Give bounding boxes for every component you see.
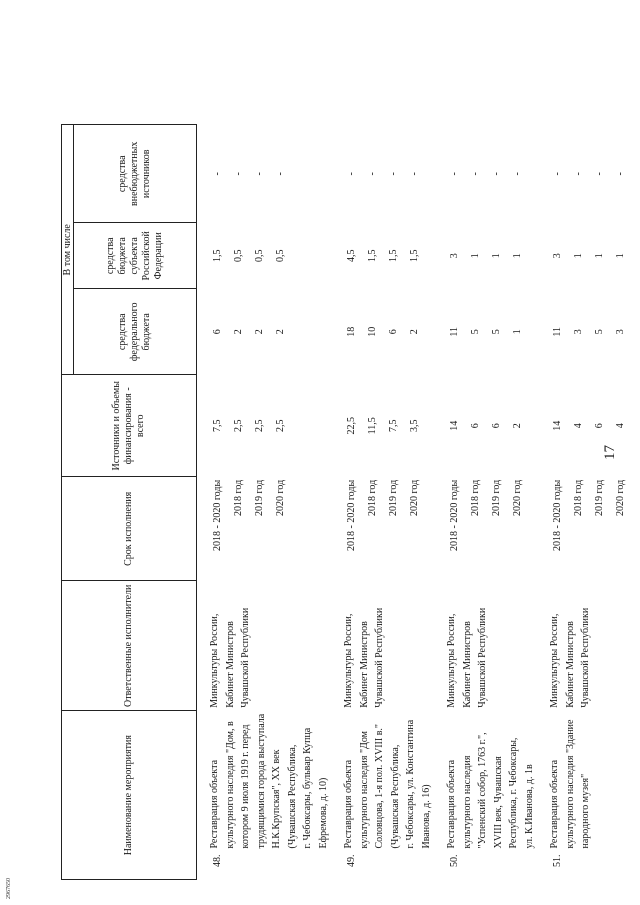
extrabudgetary-funds-line: - — [552, 172, 563, 176]
federal-budget-line: 3 — [573, 329, 584, 335]
federal-budget-line: 5 — [491, 329, 502, 335]
responsible-executors-line: Минкультуры России, — [209, 613, 220, 708]
execution-period-line: 2018 год — [470, 479, 481, 516]
financing-total-line: 2,5 — [275, 419, 286, 433]
activity-name-line: "Успенский собор, 1763 г.", — [477, 732, 488, 849]
header-including: В том числе — [62, 125, 74, 375]
financing-total-line: 3,5 — [409, 419, 420, 433]
table-row — [197, 125, 332, 880]
row-number: 51. — [552, 854, 563, 867]
regional-budget-line: 1 — [615, 253, 626, 259]
table-row — [434, 125, 537, 880]
financing-total-line: 22,5 — [346, 417, 357, 435]
activity-name-line: народного музея" — [580, 773, 591, 849]
financing-total-line: 2 — [512, 423, 523, 429]
execution-period-line: 2018 - 2020 годы — [212, 479, 223, 551]
row-number: 49. — [346, 854, 357, 867]
activity-name-line: культурного наследия "Дом, в — [224, 721, 236, 849]
activity-name-line: Реставрация объекта — [549, 759, 560, 849]
federal-budget — [331, 289, 434, 375]
execution-period-line: 2018 - 2020 годы — [346, 479, 357, 551]
federal-budget — [434, 289, 537, 375]
activity-name-line: котором 9 июля 1919 г. перед — [240, 724, 251, 849]
financing-total — [331, 375, 434, 477]
header-name: Наименование мероприятия — [62, 711, 197, 880]
financing-total-line: 4 — [573, 423, 584, 429]
execution-period-line: 2019 год — [254, 479, 265, 516]
responsible-executors — [434, 581, 537, 711]
responsible-executors-line: Кабинет Министров — [224, 621, 236, 708]
execution-period-line: 2019 год — [594, 479, 605, 516]
financing-total-line: 4 — [615, 423, 626, 429]
federal-budget-line: 10 — [367, 326, 378, 337]
extrabudgetary-funds-line: - — [615, 172, 626, 176]
row-number: 48. — [212, 854, 223, 867]
regional-budget-line: 1 — [470, 253, 481, 259]
federal-budget-line: 11 — [552, 326, 563, 337]
financing-total-line: 7,5 — [212, 419, 223, 433]
responsible-executors-line: Чувашской Республики — [580, 607, 591, 708]
header-period: Срок исполнения — [62, 477, 197, 581]
header-extrabudget: средства внебюджетных источников — [74, 125, 197, 223]
activity-name-line: XVIII век, Чувашская — [492, 756, 504, 849]
financing-total-line: 7,5 — [388, 419, 399, 433]
activity-name-line: ул. К.Иванова, д. 1в — [523, 764, 535, 849]
responsible-executors-line: Минкультуры России, — [446, 613, 457, 708]
financing-total — [197, 375, 332, 477]
execution-period — [197, 477, 332, 581]
regional-budget-line: 1,5 — [212, 249, 223, 263]
table-body — [197, 125, 632, 880]
activity-name — [197, 711, 332, 852]
extrabudgetary-funds-line: - — [449, 172, 460, 176]
table-row — [331, 125, 434, 880]
activity-name-line: (Чувашская Республика, — [286, 744, 298, 849]
execution-period-line: 2020 год — [409, 479, 420, 516]
regional-budget — [331, 223, 434, 289]
federal-budget-line: 5 — [470, 329, 481, 335]
document-code: 2967650 — [6, 878, 12, 899]
header-regional: средства бюджета субъекта Российской Федерации — [74, 223, 197, 289]
regional-budget-line: 1,5 — [409, 249, 420, 263]
federal-budget-line: 11 — [449, 326, 460, 337]
execution-period — [331, 477, 434, 581]
regional-budget-line: 1 — [594, 253, 605, 259]
extrabudgetary-funds-line: - — [388, 172, 399, 176]
extrabudgetary-funds-line: - — [346, 172, 357, 176]
regional-budget-line: 0,5 — [254, 249, 265, 263]
activity-name — [434, 711, 537, 852]
federal-budget-line: 2 — [409, 329, 420, 335]
federal-budget-line: 3 — [615, 329, 626, 335]
financing-total-line: 2,5 — [233, 419, 244, 433]
regional-budget-line: 4,5 — [346, 249, 357, 263]
responsible-executors — [197, 581, 332, 711]
extrabudgetary-funds-line: - — [212, 172, 223, 176]
responsible-executors-line: Минкультуры России, — [343, 613, 354, 708]
extrabudgetary-funds-line: - — [254, 172, 265, 176]
financing-total-line: 6 — [594, 423, 605, 429]
execution-period-line: 2018 год — [367, 479, 378, 516]
extrabudgetary-funds-line: - — [367, 172, 378, 176]
activity-name-line: г. Чебоксары, ул. Константина — [405, 719, 416, 849]
extrabudgetary-funds-line: - — [594, 172, 605, 176]
regional-budget-line: 1,5 — [367, 249, 378, 263]
federal-budget-line: 5 — [594, 329, 605, 335]
activity-name-line: Н.К.Крупская", XX век — [271, 749, 282, 849]
execution-period-line: 2020 год — [275, 479, 286, 516]
financing-total — [434, 375, 537, 477]
activity-name-line: Реставрация объекта — [446, 759, 457, 849]
activity-name-line: культурного наследия — [461, 755, 473, 849]
activity-name-line: (Чувашская Республика, — [389, 744, 401, 849]
extrabudgetary-funds-line: - — [275, 172, 286, 176]
financing-table — [61, 124, 631, 880]
responsible-executors — [331, 581, 434, 711]
federal-budget-line: 6 — [388, 329, 399, 335]
regional-budget-line: 0,5 — [275, 249, 286, 263]
row-number: 50. — [449, 854, 460, 867]
extrabudgetary-funds-line: - — [409, 172, 420, 176]
activity-name-line: Республика, г. Чебоксары, — [508, 737, 519, 849]
header-responsible: Ответственные исполнители — [62, 581, 197, 711]
responsible-executors-line: Кабинет Министров — [358, 621, 370, 708]
regional-budget-line: 3 — [449, 253, 460, 259]
financing-total-line: 14 — [449, 420, 460, 431]
regional-budget — [197, 223, 332, 289]
extrabudgetary-funds-line: - — [470, 172, 481, 176]
financing-total-line: 2,5 — [254, 419, 265, 433]
federal-budget-line: 6 — [212, 329, 223, 335]
activity-name-line: Реставрация объекта — [343, 759, 354, 849]
regional-budget-line: 1 — [491, 253, 502, 259]
regional-budget-line: 3 — [552, 253, 563, 259]
table-header — [62, 125, 197, 880]
execution-period-line: 2020 год — [615, 479, 626, 516]
regional-budget-line: 1 — [512, 253, 523, 259]
extrabudgetary-funds — [434, 125, 537, 223]
federal-budget-line: 2 — [275, 329, 286, 335]
activity-name-line: Реставрация объекта — [209, 759, 220, 849]
federal-budget-line: 1 — [512, 329, 523, 335]
responsible-executors-line: Чувашской Республики — [374, 607, 385, 708]
financing-total-line: 11,5 — [367, 417, 378, 435]
responsible-executors-line: Минкультуры России, — [549, 613, 560, 708]
financing-total-line: 6 — [470, 423, 481, 429]
federal-budget-line: 2 — [233, 329, 244, 335]
extrabudgetary-funds-line: - — [573, 172, 584, 176]
execution-period-line: 2020 год — [512, 479, 523, 516]
federal-budget-line: 2 — [254, 329, 265, 335]
financing-total-line: 14 — [552, 420, 563, 431]
responsible-executors-line: Чувашской Республики — [477, 607, 488, 708]
activity-name-line: г. Чебоксары, бульвар Купца — [302, 727, 313, 849]
activity-name — [331, 711, 434, 852]
extrabudgetary-funds-line: - — [233, 172, 244, 176]
activity-name-line: культурного наследия "Дом — [358, 731, 370, 849]
execution-period-line: 2019 год — [491, 479, 502, 516]
extrabudgetary-funds-line: - — [512, 172, 523, 176]
header-federal: средства федерального бюджета — [74, 289, 197, 375]
responsible-executors-line: Чувашской Республики — [240, 607, 251, 708]
activity-name-line: культурного наследия "Здание — [564, 719, 576, 849]
regional-budget-line: 1,5 — [388, 249, 399, 263]
activity-name-line: Ефремова, д. 10) — [317, 777, 329, 849]
header-total: Источники и объемы финансирования - всего — [62, 375, 197, 477]
extrabudgetary-funds-line: - — [491, 172, 502, 176]
execution-period-line: 2018 - 2020 годы — [552, 479, 563, 551]
execution-period-line: 2018 - 2020 годы — [449, 479, 460, 551]
regional-budget — [434, 223, 537, 289]
execution-period-line: 2018 год — [573, 479, 584, 516]
activity-name-line: трудящимися города выступала — [255, 713, 267, 849]
regional-budget-line: 0,5 — [233, 249, 244, 263]
federal-budget-line: 18 — [346, 326, 357, 337]
extrabudgetary-funds — [197, 125, 332, 223]
activity-name-line: Соловцова, 1-я пол. XVIII в." — [374, 723, 385, 849]
page-number: 17 — [602, 445, 618, 460]
responsible-executors-line: Кабинет Министров — [564, 621, 576, 708]
activity-name-line: Иванова, д. 16) — [420, 784, 432, 849]
execution-period-line: 2019 год — [388, 479, 399, 516]
execution-period — [434, 477, 537, 581]
federal-budget — [197, 289, 332, 375]
extrabudgetary-funds — [331, 125, 434, 223]
execution-period-line: 2018 год — [233, 479, 244, 516]
responsible-executors-line: Кабинет Министров — [461, 621, 473, 708]
financing-total-line: 6 — [491, 423, 502, 429]
regional-budget-line: 1 — [573, 253, 584, 259]
